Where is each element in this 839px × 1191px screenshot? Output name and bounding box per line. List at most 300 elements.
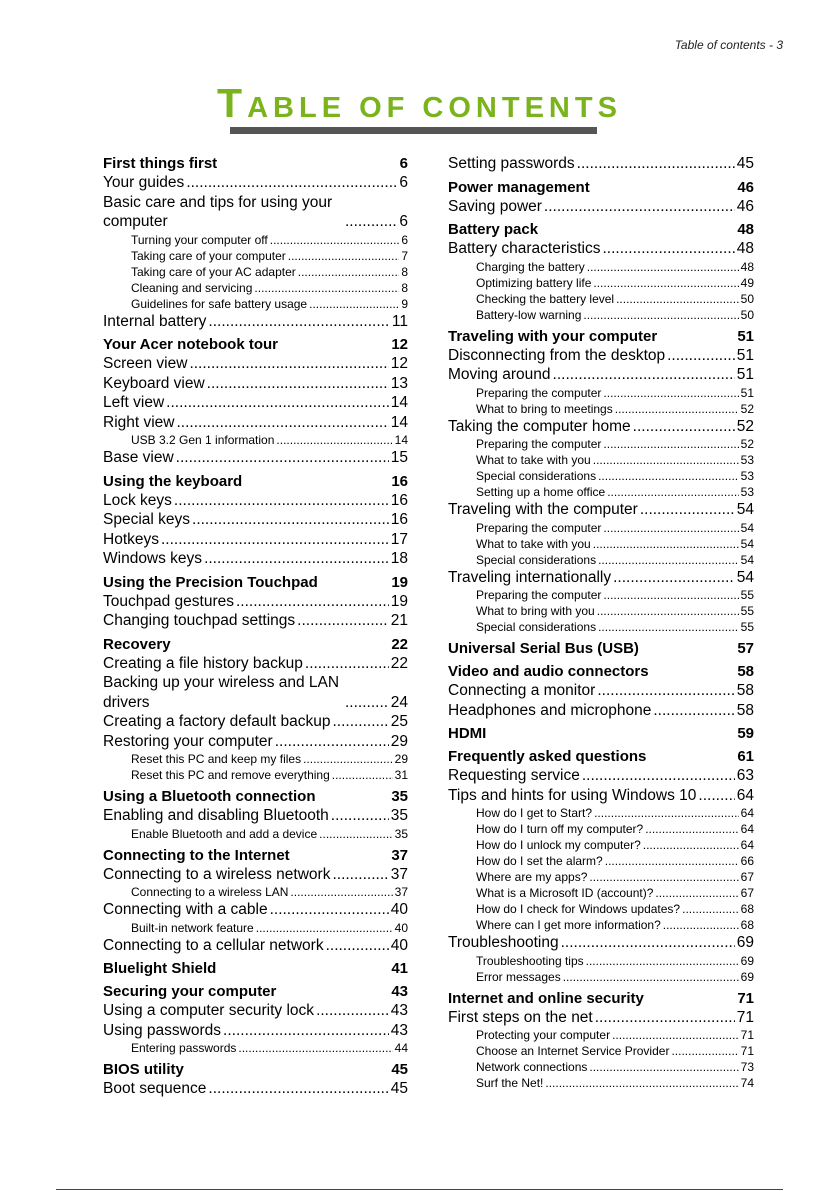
dot-leader: [192, 510, 389, 530]
dot-leader: [161, 530, 389, 550]
toc-entry[interactable]: [448, 837, 754, 853]
toc-entry[interactable]: [448, 869, 754, 885]
toc-entry-title: Reset this PC and keep my files: [131, 752, 302, 766]
toc-chapter-entry[interactable]: [448, 327, 754, 346]
toc-entry-page: 54: [740, 536, 754, 551]
toc-entry-page: 45: [391, 1061, 408, 1078]
dot-leader: [166, 393, 389, 413]
toc-entry-title: Built-in network feature: [131, 920, 254, 935]
toc-entry-title: Enabling and disabling Bluetooth: [103, 807, 329, 824]
toc-entry-title: What to take with you: [476, 536, 591, 551]
toc-entry-title: Battery characteristics: [448, 240, 601, 257]
toc-entry[interactable]: [103, 936, 408, 956]
toc-entry-page: 48: [736, 240, 754, 257]
toc-entry-title: Creating a file history backup: [103, 654, 303, 672]
dot-leader: [563, 969, 739, 985]
dot-leader: [189, 354, 388, 374]
toc-entry-title: Using the Precision Touchpad: [103, 573, 318, 591]
toc-entry-page: 46: [737, 178, 754, 196]
toc-entry-page: 19: [391, 573, 408, 591]
toc-entry[interactable]: [448, 1008, 754, 1028]
toc-entry-title: Headphones and microphone: [448, 701, 652, 719]
toc-entry-title: Charging the battery: [476, 259, 585, 274]
toc-entry[interactable]: [103, 530, 408, 550]
dot-leader: [603, 520, 738, 536]
toc-entry-page: 67: [740, 886, 754, 900]
dot-leader: [176, 448, 389, 468]
toc-entry-page: 63: [736, 767, 754, 784]
toc-entry-title: Hotkeys: [103, 530, 159, 548]
toc-entry-title: Using passwords: [103, 1021, 222, 1039]
toc-chapter-entry[interactable]: [448, 724, 754, 743]
toc-entry[interactable]: [103, 712, 408, 732]
toc-entry-page: 55: [740, 620, 754, 634]
dot-leader: [207, 374, 389, 394]
toc-entry[interactable]: [103, 611, 408, 631]
toc-chapter-entry[interactable]: [103, 573, 408, 592]
toc-entry-title: Lock keys: [103, 491, 172, 509]
toc-entry[interactable]: [448, 500, 754, 520]
dot-leader: [645, 821, 738, 837]
dot-leader: [298, 264, 400, 280]
dot-leader: [603, 587, 738, 603]
toc-entry-page: 69: [740, 969, 754, 984]
toc-entry[interactable]: [448, 1043, 754, 1059]
toc-entry[interactable]: [448, 307, 754, 323]
toc-entry[interactable]: [103, 900, 408, 920]
toc-entry[interactable]: [448, 365, 754, 385]
toc-entry[interactable]: [103, 491, 408, 511]
toc-entry-page: 14: [390, 394, 408, 411]
toc-entry[interactable]: [103, 264, 408, 280]
dot-leader: [238, 1040, 392, 1056]
toc-entry-page: 25: [390, 713, 408, 730]
page-title-initial: T: [217, 80, 248, 126]
toc-entry-page: 54: [740, 520, 754, 535]
dot-leader: [577, 154, 735, 174]
toc-entry[interactable]: [448, 346, 754, 366]
toc-entry-page: 52: [740, 401, 754, 416]
toc-entry-page: 45: [736, 155, 754, 172]
toc-entry-page: 12: [391, 336, 408, 353]
toc-entry[interactable]: [448, 901, 754, 917]
toc-entry[interactable]: [103, 806, 408, 826]
toc-entry[interactable]: [448, 953, 754, 969]
toc-entry-title: Battery pack: [448, 221, 539, 238]
dot-leader: [208, 1079, 388, 1099]
toc-entry-page: 51: [736, 366, 754, 383]
toc-chapter-entry[interactable]: [103, 846, 408, 865]
toc-entry-page: 43: [390, 1002, 408, 1019]
toc-entry[interactable]: [448, 385, 754, 401]
toc-entry[interactable]: [448, 417, 754, 437]
toc-entry-title: Backing up your wireless and LAN drivers: [103, 674, 340, 711]
dot-leader: [332, 712, 388, 732]
toc-entry-title: Preparing the computer: [476, 385, 602, 400]
toc-entry-page: 55: [740, 604, 754, 618]
toc-entry[interactable]: [103, 280, 408, 296]
toc-entry[interactable]: [448, 821, 754, 837]
dot-leader: [616, 291, 739, 307]
toc-entry-page: 18: [390, 550, 408, 567]
dot-leader: [177, 413, 389, 433]
toc-entry[interactable]: [103, 767, 408, 783]
toc-entry-page: 29: [390, 732, 408, 750]
toc-entry[interactable]: [448, 701, 754, 721]
toc-entry-title: Setting up a home office: [476, 485, 606, 499]
toc-entry-title: Boot sequence: [103, 1080, 207, 1097]
dot-leader: [587, 259, 739, 275]
toc-entry-title: How do I check for Windows updates?: [476, 902, 681, 916]
toc-entry-title: Securing your computer: [103, 983, 277, 1000]
toc-entry[interactable]: [103, 448, 408, 468]
toc-entry-title: Your Acer notebook tour: [103, 336, 279, 353]
toc-entry[interactable]: [448, 681, 754, 701]
toc-entry-title: Internal battery: [103, 312, 207, 330]
toc-entry-page: 35: [394, 826, 408, 841]
dot-leader: [643, 837, 739, 853]
dot-leader: [309, 296, 399, 312]
dot-leader: [607, 484, 738, 500]
dot-leader: [598, 468, 739, 484]
toc-entry[interactable]: [103, 173, 408, 193]
dot-leader: [593, 275, 738, 291]
dot-leader: [345, 212, 397, 232]
toc-entry-page: 45: [390, 1080, 408, 1097]
toc-entry[interactable]: [448, 933, 754, 953]
toc-entry[interactable]: [448, 197, 754, 217]
dot-leader: [597, 681, 734, 701]
toc-entry[interactable]: [103, 732, 408, 752]
toc-entry[interactable]: [448, 468, 754, 484]
toc-entry-title: Setting passwords: [448, 155, 575, 172]
toc-entry-title: Right view: [103, 413, 175, 431]
toc-entry-title: Requesting service: [448, 767, 580, 784]
toc-chapter-entry[interactable]: [103, 787, 408, 806]
toc-entry[interactable]: [448, 603, 754, 619]
toc-entry[interactable]: [103, 673, 408, 712]
dot-leader: [682, 901, 739, 917]
dot-leader: [345, 693, 389, 713]
toc-entry-title: First steps on the net: [448, 1008, 593, 1026]
toc-entry-title: Troubleshooting: [448, 934, 559, 951]
toc-entry-title: BIOS utility: [103, 1061, 184, 1078]
toc-chapter-entry[interactable]: [103, 982, 408, 1001]
toc-entry-page: 49: [740, 275, 754, 290]
dot-leader: [545, 1075, 738, 1091]
toc-entry-page: 37: [394, 885, 408, 899]
toc-entry-page: 19: [390, 592, 408, 610]
toc-entry-page: 17: [390, 530, 408, 548]
toc-entry[interactable]: [448, 259, 754, 275]
toc-entry-title: Disconnecting from the desktop: [448, 346, 666, 364]
dot-leader: [331, 806, 389, 826]
toc-chapter-entry[interactable]: [103, 959, 408, 978]
toc-entry-page: 41: [391, 960, 408, 977]
toc-entry[interactable]: [448, 401, 754, 417]
toc-entry[interactable]: [103, 413, 408, 433]
toc-entry-page: 55: [740, 588, 754, 602]
toc-entry-page: 37: [391, 846, 408, 864]
toc-chapter-entry[interactable]: [103, 1060, 408, 1079]
toc-entry-page: 54: [736, 568, 754, 586]
toc-entry-page: 6: [399, 174, 408, 191]
page-title-rest: ABLE OF CONTENTS: [247, 92, 622, 124]
toc-entry-title: Traveling with the computer: [448, 501, 638, 518]
toc-chapter-entry[interactable]: [448, 747, 754, 766]
dot-leader: [598, 619, 739, 635]
toc-entry[interactable]: [103, 592, 408, 612]
toc-entry-page: 52: [736, 417, 754, 435]
dot-leader: [204, 549, 389, 569]
dot-leader: [561, 933, 735, 953]
toc-entry[interactable]: [103, 654, 408, 674]
toc-entry-title: How do I get to Start?: [476, 806, 593, 820]
toc-entry[interactable]: [103, 432, 408, 448]
toc-entry[interactable]: [448, 154, 754, 174]
dot-leader: [254, 280, 399, 296]
toc-entry[interactable]: [448, 536, 754, 552]
dot-leader: [589, 1059, 738, 1075]
toc-entry-page: 67: [740, 870, 754, 884]
toc-right-column: [448, 154, 754, 1091]
toc-entry-title: Screen view: [103, 355, 188, 372]
toc-entry[interactable]: [103, 751, 408, 767]
toc-entry[interactable]: [103, 920, 408, 936]
toc-entry-page: 8: [401, 264, 408, 279]
toc-entry-page: 6: [401, 232, 408, 247]
toc-entry[interactable]: [448, 552, 754, 568]
toc-entry[interactable]: [448, 484, 754, 500]
dot-leader: [326, 936, 389, 956]
toc-entry-title: Traveling with your computer: [448, 327, 658, 345]
toc-entry[interactable]: [448, 587, 754, 603]
dot-leader: [236, 592, 389, 612]
dot-leader: [589, 869, 738, 885]
toc-entry-page: 43: [390, 1021, 408, 1039]
toc-entry-page: 64: [740, 806, 754, 820]
toc-entry-title: What to bring with you: [476, 604, 595, 618]
toc-entry-page: 61: [737, 748, 754, 765]
toc-entry-page: 12: [390, 355, 408, 372]
toc-entry[interactable]: [448, 853, 754, 869]
dot-leader: [276, 432, 392, 448]
toc-entry-title: Changing touchpad settings: [103, 612, 296, 629]
toc-entry[interactable]: [448, 917, 754, 933]
dot-leader: [256, 920, 393, 936]
toc-left-column: [103, 154, 408, 1099]
toc-entry-title: What to take with you: [476, 453, 591, 467]
toc-entry[interactable]: [103, 248, 408, 264]
toc-entry-title: Creating a factory default backup: [103, 713, 331, 730]
page-title: [0, 80, 839, 127]
toc-entry-title: Universal Serial Bus (USB): [448, 640, 639, 657]
toc-entry-title: Left view: [103, 394, 165, 411]
dot-leader: [305, 654, 389, 674]
toc-entry[interactable]: [448, 568, 754, 588]
toc-entry[interactable]: [448, 436, 754, 452]
toc-entry[interactable]: [103, 374, 408, 394]
toc-entry-page: 35: [390, 807, 408, 824]
dot-leader: [633, 417, 735, 437]
dot-leader: [297, 611, 389, 631]
toc-entry-page: 44: [394, 1041, 408, 1055]
toc-entry-title: Connecting to a wireless LAN: [131, 885, 289, 899]
toc-entry[interactable]: [103, 1079, 408, 1099]
toc-chapter-entry[interactable]: [448, 639, 754, 658]
toc-entry[interactable]: [103, 393, 408, 413]
toc-entry-title: Preparing the computer: [476, 520, 602, 535]
toc-entry[interactable]: [103, 549, 408, 569]
toc-entry-title: Traveling internationally: [448, 568, 612, 586]
toc-entry[interactable]: [448, 275, 754, 291]
toc-entry-title: Battery-low warning: [476, 307, 582, 322]
toc-entry[interactable]: [103, 193, 408, 232]
toc-entry-title: Special considerations: [476, 620, 597, 634]
toc-entry-title: How do I turn off my computer?: [476, 822, 644, 836]
toc-entry[interactable]: [103, 1001, 408, 1021]
toc-entry-page: 48: [740, 259, 754, 274]
toc-entry[interactable]: [103, 312, 408, 332]
toc-entry-page: 21: [390, 612, 408, 629]
toc-entry-title: Taking the computer home: [448, 417, 631, 435]
toc-entry-page: 40: [390, 936, 408, 954]
toc-entry-page: 71: [740, 1028, 754, 1042]
toc-entry-title: Connecting a monitor: [448, 682, 596, 699]
toc-entry-title: Moving around: [448, 366, 551, 383]
toc-chapter-entry[interactable]: [103, 154, 408, 173]
toc-entry-title: Error messages: [476, 969, 561, 984]
toc-chapter-entry[interactable]: [448, 178, 754, 197]
toc-entry-page: 64: [740, 822, 754, 836]
toc-chapter-entry[interactable]: [103, 472, 408, 491]
toc-entry-page: 64: [736, 786, 754, 804]
toc-entry[interactable]: [448, 805, 754, 821]
toc-chapter-entry[interactable]: [448, 989, 754, 1008]
toc-entry-page: 53: [740, 469, 754, 483]
toc-entry[interactable]: [448, 766, 754, 786]
dot-leader: [671, 1043, 738, 1059]
toc-entry-title: Using a Bluetooth connection: [103, 788, 316, 805]
dot-leader: [615, 401, 739, 417]
toc-entry[interactable]: [103, 1040, 408, 1056]
toc-entry-page: 13: [390, 374, 408, 392]
toc-entry-page: 73: [740, 1060, 754, 1074]
toc-chapter-entry[interactable]: [448, 220, 754, 239]
toc-entry[interactable]: [448, 786, 754, 806]
dot-leader: [612, 1027, 739, 1043]
toc-entry-title: What is a Microsoft ID (account)?: [476, 886, 654, 900]
dot-leader: [553, 365, 735, 385]
toc-entry-title: Keyboard view: [103, 374, 205, 392]
toc-entry-title: Taking care of your AC adapter: [131, 264, 296, 279]
toc-entry-title: Surf the Net!: [476, 1076, 544, 1090]
toc-entry-title: USB 3.2 Gen 1 information: [131, 433, 275, 447]
dot-leader: [655, 885, 738, 901]
toc-entry-title: Special considerations: [476, 552, 597, 567]
toc-entry-page: 71: [736, 1008, 754, 1026]
toc-entry-page: 14: [390, 413, 408, 431]
toc-entry-title: Choose an Internet Service Provider: [476, 1044, 670, 1058]
toc-entry[interactable]: [448, 1027, 754, 1043]
toc-entry-page: 16: [391, 472, 408, 490]
toc-entry[interactable]: [103, 826, 408, 842]
toc-entry-title: How do I set the alarm?: [476, 854, 603, 868]
toc-entry[interactable]: [448, 452, 754, 468]
toc-entry-page: 69: [740, 953, 754, 968]
toc-chapter-entry[interactable]: [103, 335, 408, 354]
toc-entry[interactable]: [103, 884, 408, 900]
toc-entry-title: Windows keys: [103, 550, 203, 567]
toc-entry-title: Restoring your computer: [103, 732, 273, 750]
toc-entry[interactable]: [448, 619, 754, 635]
toc-entry-title: What to bring to meetings: [476, 401, 613, 416]
toc-entry[interactable]: [448, 239, 754, 259]
toc-entry[interactable]: [448, 291, 754, 307]
toc-entry[interactable]: [103, 865, 408, 885]
toc-entry-title: Enable Bluetooth and add a device: [131, 826, 318, 841]
toc-entry[interactable]: [448, 1059, 754, 1075]
toc-entry-page: 51: [736, 346, 754, 364]
toc-entry-page: 8: [401, 280, 408, 295]
toc-entry-title: How do I unlock my computer?: [476, 838, 641, 852]
toc-entry[interactable]: [448, 520, 754, 536]
toc-entry-page: 64: [740, 838, 754, 852]
toc-entry-page: 71: [740, 1044, 754, 1058]
dot-leader: [594, 805, 739, 821]
toc-entry[interactable]: [448, 885, 754, 901]
toc-entry-page: 66: [740, 854, 754, 868]
title-underline: [230, 127, 597, 134]
toc-entry-title: Connecting with a cable: [103, 901, 268, 918]
toc-entry-page: 53: [740, 485, 754, 499]
toc-entry[interactable]: [103, 354, 408, 374]
toc-entry-title: Power management: [448, 178, 590, 196]
toc-entry-title: Saving power: [448, 197, 542, 215]
toc-entry-title: Internet and online security: [448, 989, 644, 1007]
toc-entry[interactable]: [448, 1075, 754, 1091]
toc-entry-page: 51: [737, 327, 754, 345]
dot-leader: [544, 197, 735, 217]
dot-leader: [593, 536, 739, 552]
toc-entry-page: 71: [737, 989, 754, 1007]
toc-entry-page: 50: [740, 307, 754, 322]
dot-leader: [663, 917, 739, 933]
toc-entry-page: 35: [391, 788, 408, 805]
toc-entry[interactable]: [103, 510, 408, 530]
toc-chapter-entry[interactable]: [448, 662, 754, 681]
toc-chapter-entry[interactable]: [103, 635, 408, 654]
dot-leader: [593, 452, 739, 468]
toc-entry-page: 51: [740, 385, 754, 400]
toc-entry-page: 46: [736, 197, 754, 215]
toc-entry-page: 53: [740, 453, 754, 467]
running-head: Table of contents - 3: [674, 38, 783, 52]
dot-leader: [595, 1008, 735, 1028]
toc-entry-title: Base view: [103, 449, 174, 466]
toc-entry[interactable]: [103, 232, 408, 248]
toc-entry-title: Tips and hints for using Windows 10: [448, 786, 697, 804]
dot-leader: [640, 500, 735, 520]
toc-entry[interactable]: [103, 296, 408, 312]
toc-entry[interactable]: [448, 969, 754, 985]
dot-leader: [223, 1021, 389, 1041]
toc-entry-page: 37: [390, 865, 408, 883]
toc-entry[interactable]: [103, 1021, 408, 1041]
dot-leader: [186, 173, 397, 193]
toc-entry-title: Preparing the computer: [476, 588, 602, 602]
toc-entry-title: Connecting to a cellular network: [103, 936, 324, 954]
